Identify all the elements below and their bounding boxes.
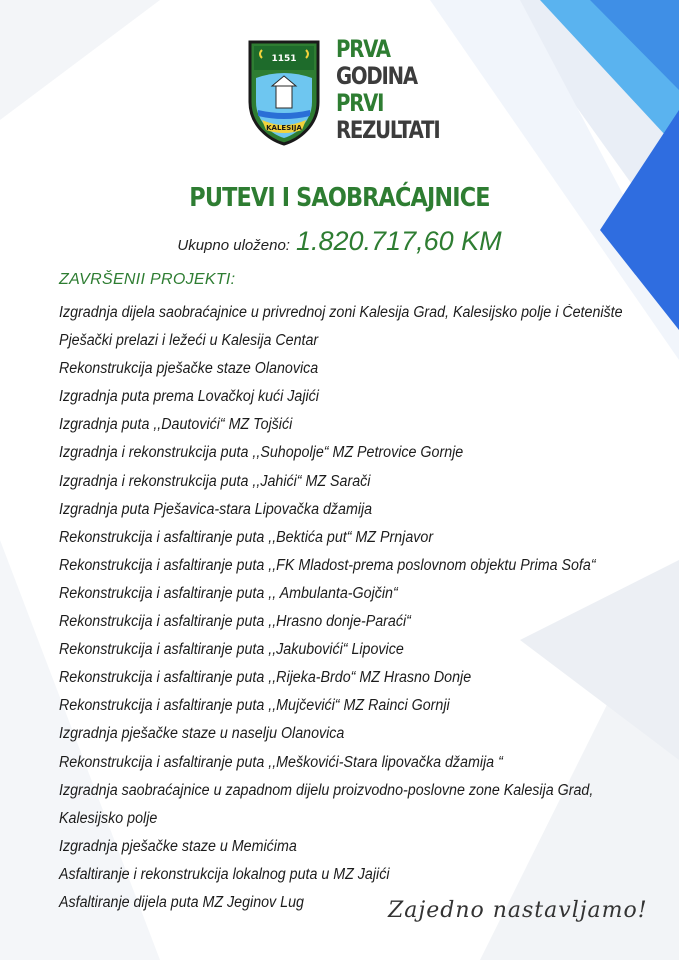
project-item: Izgradnja puta Pješavica-stara Lipovačka džamija xyxy=(59,500,373,518)
project-item: Rekonstrukcija i asfaltiranje puta ,,Rijeka-Brdo“ MZ Hrasno Donje xyxy=(59,669,472,687)
project-item: Rekonstrukcija i asfaltiranje puta ,,FK Mladost-prema poslovnom objektu Prima Sofa“ xyxy=(59,556,596,574)
completed-projects-heading: ZAVRŠENII PROJEKTI: xyxy=(59,271,236,288)
project-item: Izgradnja puta prema Lovačkoj kući Jajići xyxy=(59,388,319,406)
project-item: Izgradnja pješačke staze u Memićima xyxy=(59,837,297,855)
project-list xyxy=(59,299,671,917)
project-item: Izgradnja saobraćajnice u zapadnom dijelu proizvodno-poslovne zone Kalesija Grad, xyxy=(59,781,594,799)
project-item: Izgradnja i rekonstrukcija puta ,,Jahići“ MZ Sarači xyxy=(59,472,371,490)
kalesija-crest xyxy=(248,40,320,146)
project-item: Izgradnja dijela saobraćajnice u privrednoj zoni Kalesija Grad, Kalesijsko polje i Ćetenište xyxy=(59,304,623,321)
section-title: PUTEVI I SAOBRAĆAJNICE xyxy=(189,183,490,213)
project-item: Izgradnja i rekonstrukcija puta ,,Suhopolje“ MZ Petrovice Gornje xyxy=(59,444,464,462)
project-item: Pješački prelazi i ležeći u Kalesija Centar xyxy=(59,332,319,350)
project-item: Asfaltiranje i rekonstrukcija lokalnog puta u MZ Jajići xyxy=(59,865,390,883)
signature-slogan: Zajedno nastavljamo! xyxy=(388,898,648,923)
project-item: Izgradnja puta ,,Dautovići“ MZ Tojšići xyxy=(59,416,293,434)
total-label: Ukupno uloženo: xyxy=(177,237,290,254)
total-amount: 1.820.717,60 KM xyxy=(295,226,502,256)
project-item: Rekonstrukcija i asfaltiranje puta ,,Hrasno donje-Paraći“ xyxy=(59,613,411,631)
project-item: Izgradnja pješačke staze u naselju Olanovica xyxy=(59,725,345,743)
headline-line-1: PRVA xyxy=(336,35,390,63)
project-item: Rekonstrukcija i asfaltiranje puta ,,Mujčevići“ MZ Rainci Gornji xyxy=(59,697,450,715)
project-item: Rekonstrukcija i asfaltiranje puta ,, Ambulanta-Gojčin“ xyxy=(59,584,398,602)
headline xyxy=(336,36,462,144)
project-item: Rekonstrukcija i asfaltiranje puta ,,Bektića put“ MZ Prnjavor xyxy=(59,528,434,546)
project-item: Rekonstrukcija pješačke staze Olanovica xyxy=(59,360,319,378)
headline-line-2: GODINA xyxy=(336,62,417,90)
crest-name: KALESIJA xyxy=(266,124,302,132)
total-invested xyxy=(0,226,679,257)
headline-line-4: REZULTATI xyxy=(336,116,440,144)
headline-line-3: PRVI xyxy=(336,89,384,117)
project-item: Kalesijsko polje xyxy=(59,809,158,827)
project-item: Rekonstrukcija i asfaltiranje puta ,,Jakubovići“ Lipovice xyxy=(59,641,404,659)
crest-year: 1151 xyxy=(271,54,297,64)
project-item: Rekonstrukcija i asfaltiranje puta ,,Meškovići-Stara lipovačka džamija “ xyxy=(59,753,503,771)
project-item: Asfaltiranje dijela puta MZ Jeginov Lug xyxy=(59,893,304,911)
